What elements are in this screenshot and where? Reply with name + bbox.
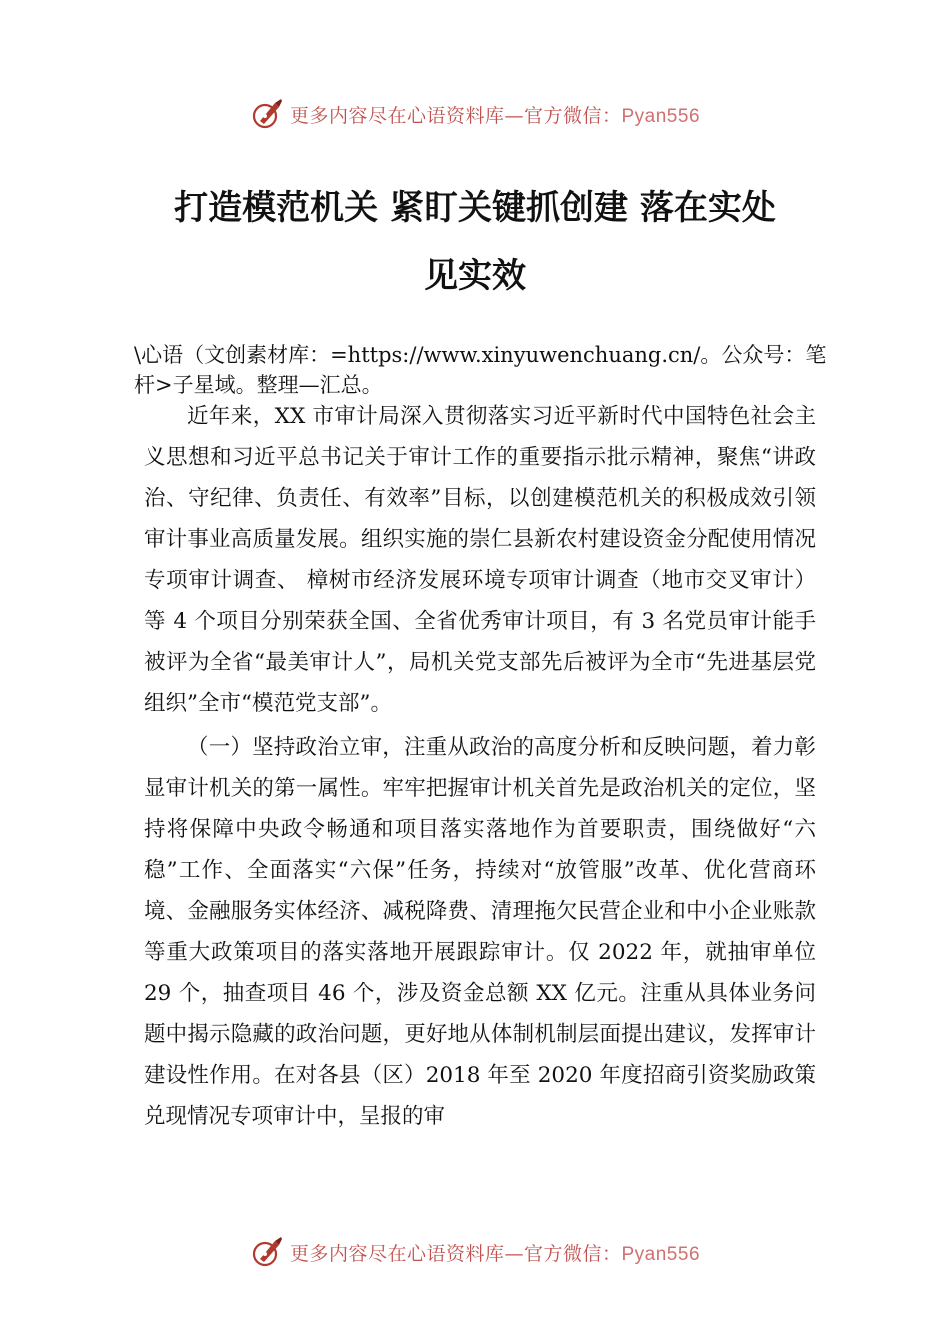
header-watermark-banner (0, 94, 950, 134)
pen-nib-logo-icon (250, 1235, 284, 1269)
banner-text: 更多内容尽在心语资料库—官方微信：Pyan556 (289, 104, 701, 127)
banner-text: 更多内容尽在心语资料库—官方微信：Pyan556 (289, 1242, 701, 1265)
paragraph: （一）坚持政治立审，注重从政治的高度分析和反映问题，着力彰显审计机关的第一属性。牢牢把握审计机关首先是政治机关的定位，坚持将保障中央政令畅通和项目落实落地作为首要职责，围绕做好“六稳”工作、全面落实“六保”任务，持续对“放管服”改革、优化营商环境、金融服务实体经济、减税降费、清理拖欠民营企业和中小企业账款等重大政策项目的落实落地开展跟踪审计。仅 2022 年，就抽审单位 29 个，抽查项目 46 个，涉及资金总额 XX 亿元。注重从具体业务问题中揭示隐藏的政治问题，更好地从体制机制层面提出建议，发挥审计建设性作用。在对各县（区）2018 年至 2020 年度招商引资奖励政策兑现情况专项审计中，呈报的审 (144, 735, 816, 1129)
paragraph: 近年来，XX 市审计局深入贯彻落实习近平新时代中国特色社会主义思想和习近平总书记关于审计工作的重要指示批示精神，聚焦“讲政治、守纪律、负责任、有效率”目标，以创建模范机关的积极成效引领审计事业高质量发展。组织实施的崇仁县新农村建设资金分配使用情况专项审计调查、 樟树市经济发展环境专项审计调查（地市交叉审计）等 4 个项目分别荣获全国、全省优秀审计项目，有 3 名党员审计能手被评为全省“最美审计人”，局机关党支部先后被评为全市“先进基层党组织”全市“模范党支部”。 (144, 404, 816, 716)
document-title-line-2: 见实效 (424, 256, 526, 296)
wechat-id: Pyan556 (621, 105, 701, 127)
document-body (144, 396, 816, 1137)
footer-watermark-banner (0, 1232, 950, 1272)
source-note: \心语（文创素材库：=https://www.xinyuwenchuang.cn/。公众号：笔杆>子星域。整理—汇总。 (134, 343, 827, 397)
wechat-id: Pyan556 (621, 1243, 701, 1265)
pen-nib-logo-icon (250, 97, 284, 131)
document-title-line-1: 打造模范机关 紧盯关键抓创建 落在实处 (174, 188, 776, 228)
